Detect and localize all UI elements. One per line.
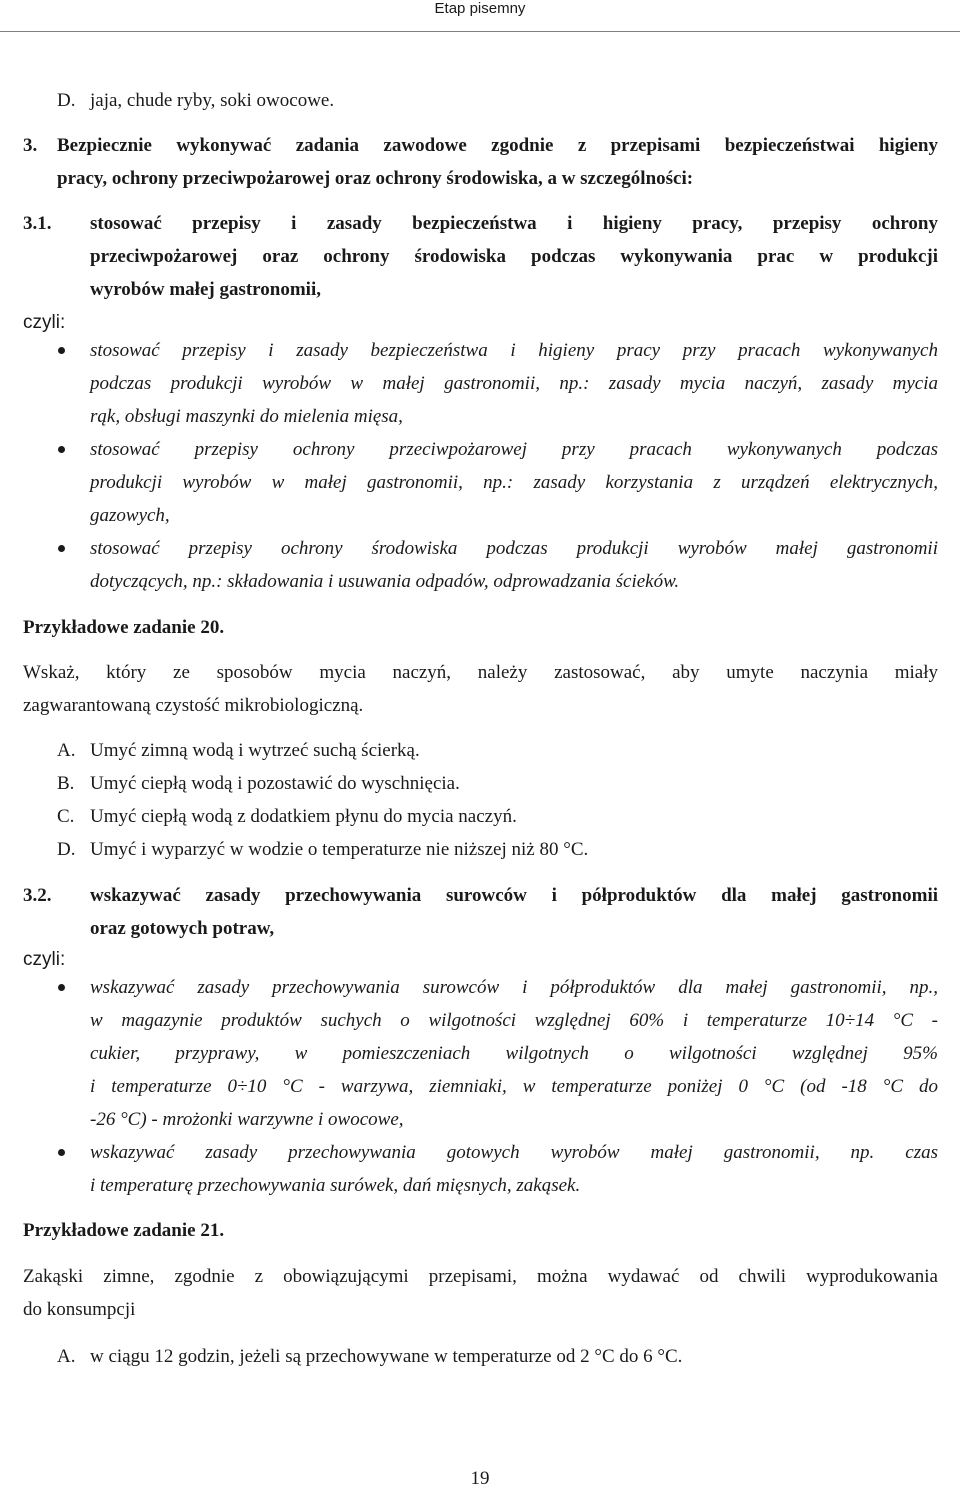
page-number: 19 xyxy=(470,1468,490,1489)
section-line: wyrobów małej gastronomii, xyxy=(90,279,321,300)
bullet-list xyxy=(23,971,938,1202)
section-line: przeciwpożarowej oraz ochrony środowiska podczas wykonywania prac w produkcji xyxy=(90,246,938,267)
section-line: pracy, ochrony przeciwpożarowej oraz ochrony środowiska, a w szczególności: xyxy=(57,168,694,189)
question-line: do konsumpcji xyxy=(23,1299,136,1320)
list-item xyxy=(23,971,938,1136)
bullet-line: dotyczących, np.: składowania i usuwania odpadów, odprowadzania ścieków. xyxy=(90,571,680,592)
answer-text: Umyć ciepłą wodą z dodatkiem płynu do mycia naczyń. xyxy=(90,806,517,827)
answer-label: C. xyxy=(57,806,75,827)
section-line: wskazywać zasady przechowywania surowców i półproduktów dla małej gastronomii xyxy=(90,885,938,906)
answer-text: w ciągu 12 godzin, jeżeli są przechowywane w temperaturze od 2 °C do 6 °C. xyxy=(90,1346,683,1367)
answer-label: D. xyxy=(57,90,76,111)
section-3-1 xyxy=(23,207,938,306)
czyli-label: czyli: xyxy=(23,312,66,333)
section-number: 3.1. xyxy=(23,213,52,234)
bullet-line: gazowych, xyxy=(90,505,170,526)
bullet-line: stosować przepisy i zasady bezpieczeństwa i higieny pracy przy pracach wykonywanych xyxy=(90,340,938,361)
task-21-answers xyxy=(57,1340,757,1373)
section-number: 3. xyxy=(23,135,38,156)
list-item xyxy=(23,532,938,598)
bullet-line: stosować przepisy ochrony środowiska podczas produkcji wyrobów małej gastronomii xyxy=(90,538,938,559)
header-divider xyxy=(0,31,960,32)
answer-label: B. xyxy=(57,773,75,794)
answer-label: A. xyxy=(57,740,76,761)
section-3-2 xyxy=(23,879,938,945)
czyli-label: czyli: xyxy=(23,949,66,970)
answer-text: Umyć i wyparzyć w wodzie o temperaturze nie niższej niż 80 °C. xyxy=(90,839,589,860)
answer-option xyxy=(57,833,757,866)
task-20-answers xyxy=(57,734,757,866)
bullet-line: i temperaturze 0÷10 °C - warzywa, ziemniaki, w temperaturze poniżej 0 °C (od -18 °C do xyxy=(90,1076,938,1097)
task-20-heading: Przykładowe zadanie 20. xyxy=(23,617,225,638)
bullet-line: i temperaturę przechowywania surówek, dań mięsnych, zakąsek. xyxy=(90,1175,581,1196)
task-21-question xyxy=(23,1260,938,1326)
bullet-line: w magazynie produktów suchych o wilgotności względnej 60% i temperaturze 10÷14 °C - xyxy=(90,1010,938,1031)
section-3 xyxy=(23,129,938,195)
bullet-icon xyxy=(58,347,65,354)
answer-label: D. xyxy=(57,839,76,860)
section-line: Bezpiecznie wykonywać zadania zawodowe zgodnie z przepisami bezpieczeństwai higieny xyxy=(57,135,938,156)
question-line: Zakąski zimne, zgodnie z obowiązującymi przepisami, można wydawać od chwili wyprodukowania xyxy=(23,1266,938,1287)
list-item xyxy=(23,334,938,433)
answer-option xyxy=(57,734,757,767)
bullet-icon xyxy=(58,545,65,552)
bullet-list xyxy=(23,334,938,598)
answer-text: jaja, chude ryby, soki owocowe. xyxy=(90,90,335,111)
answer-label: A. xyxy=(57,1346,76,1367)
task-21-heading: Przykładowe zadanie 21. xyxy=(23,1220,225,1241)
section-number: 3.2. xyxy=(23,885,52,906)
list-item xyxy=(23,433,938,532)
bullet-icon xyxy=(58,446,65,453)
bullet-line: wskazywać zasady przechowywania gotowych wyrobów małej gastronomii, np. czas xyxy=(90,1142,938,1163)
answer-option xyxy=(57,800,757,833)
top-answer-d xyxy=(57,84,757,117)
bullet-line: rąk, obsługi maszynki do mielenia mięsa, xyxy=(90,406,403,427)
answer-text: Umyć zimną wodą i wytrzeć suchą ścierką. xyxy=(90,740,420,761)
section-line: oraz gotowych potraw, xyxy=(90,918,275,939)
bullet-line: wskazywać zasady przechowywania surowców i półproduktów dla małej gastronomii, np., xyxy=(90,977,938,998)
bullet-line: produkcji wyrobów w małej gastronomii, np.: zasady korzystania z urządzeń elektrycznych, xyxy=(90,472,938,493)
bullet-line: stosować przepisy ochrony przeciwpożarowej przy pracach wykonywanych podczas xyxy=(90,439,938,460)
bullet-line: cukier, przyprawy, w pomieszczeniach wilgotnych o wilgotności względnej 95% xyxy=(90,1043,938,1064)
question-line: Wskaż, który ze sposobów mycia naczyń, należy zastosować, aby umyte naczynia miały xyxy=(23,662,938,683)
answer-option xyxy=(57,767,757,800)
answer-option xyxy=(57,1340,757,1373)
answer-text: Umyć ciepłą wodą i pozostawić do wyschnięcia. xyxy=(90,773,460,794)
task-20-question xyxy=(23,656,938,722)
header-title: Etap pisemny xyxy=(434,0,526,17)
bullet-line: podczas produkcji wyrobów w małej gastronomii, np.: zasady mycia naczyń, zasady mycia xyxy=(90,373,938,394)
bullet-icon xyxy=(58,984,65,991)
page-header xyxy=(0,0,960,31)
bullet-line: -26 °C) - mrożonki warzywne i owocowe, xyxy=(90,1109,404,1130)
bullet-icon xyxy=(58,1149,65,1156)
section-line: stosować przepisy i zasady bezpieczeństwa i higieny pracy, przepisy ochrony xyxy=(90,213,938,234)
list-item xyxy=(23,1136,938,1202)
question-line: zagwarantowaną czystość mikrobiologiczną. xyxy=(23,695,364,716)
